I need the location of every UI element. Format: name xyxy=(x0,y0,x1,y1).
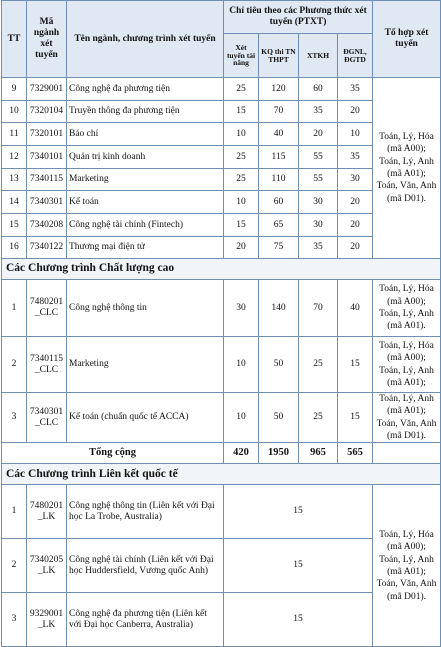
code-cell: 7340301 xyxy=(27,191,67,214)
table-row xyxy=(2,280,441,337)
exam-cell: 120 xyxy=(259,78,299,101)
header-talent: Xét tuyển tài năng xyxy=(224,34,259,78)
talent-cell: 15 xyxy=(224,214,259,237)
table-row xyxy=(2,485,441,539)
combo-line: Toán, Lý, Anh xyxy=(379,365,434,376)
section-row-clc xyxy=(2,259,441,280)
combo-line: Toán, Lý, Anh xyxy=(379,156,434,167)
name-cell: Thương mại điện tử xyxy=(67,237,224,259)
name-cell: Truyền thông đa phương tiện xyxy=(67,101,224,123)
combo-cell xyxy=(373,280,441,337)
code-cell: 7340208 xyxy=(27,214,67,237)
combo-line: Toán, Văn, Anh xyxy=(376,181,437,192)
tt-cell: 15 xyxy=(2,214,27,237)
code-cell: 7340115 xyxy=(27,169,67,191)
name-cell: Công nghệ đa phương tiện xyxy=(67,78,224,101)
tt-cell: 2 xyxy=(2,337,27,393)
dgnl-cell: 20 xyxy=(338,237,373,259)
code-line: _LK xyxy=(37,565,56,576)
tt-cell: 2 xyxy=(2,539,27,593)
talent-cell: 15 xyxy=(224,101,259,123)
tt-cell: 13 xyxy=(2,169,27,191)
dgnl-cell: 35 xyxy=(338,78,373,101)
combo-cell xyxy=(373,337,441,393)
dgnl-cell: 35 xyxy=(338,146,373,169)
exam-cell: 50 xyxy=(259,337,299,393)
code-line: 7340115 xyxy=(30,353,63,364)
code-line: 9329001 xyxy=(29,608,64,619)
code-line: _CLC xyxy=(34,364,59,375)
combo-line: (mã A00); xyxy=(387,144,426,155)
code-line: _CLC xyxy=(34,417,59,428)
dgnl-cell: 20 xyxy=(338,101,373,123)
talent-cell: 25 xyxy=(224,169,259,191)
combo-line: Toán, Lý, Hóa xyxy=(379,529,434,540)
total-talent: 420 xyxy=(224,443,259,464)
combo-line: Toán, Lý, Anh xyxy=(379,309,434,319)
table-row xyxy=(2,78,441,101)
combo-line: (mã A01); xyxy=(387,377,426,388)
name-cell: Marketing xyxy=(67,337,224,393)
code-cell: 7320101 xyxy=(27,123,67,146)
exam-cell: 110 xyxy=(259,169,299,191)
dgnl-cell: 20 xyxy=(338,191,373,214)
exam-cell: 65 xyxy=(259,214,299,237)
talent-cell: 20 xyxy=(224,237,259,259)
quota-cell: 15 xyxy=(224,593,373,647)
header-name: Tên ngành, chương trình xét tuyển xyxy=(67,1,224,78)
combo-line: (mã A00); xyxy=(387,353,426,364)
talent-cell: 25 xyxy=(224,78,259,101)
tt-cell: 3 xyxy=(2,393,27,443)
name-cell: Quản trị kinh doanh xyxy=(67,146,224,169)
xtkh-cell: 70 xyxy=(299,280,338,337)
code-line: 7480201 xyxy=(29,500,64,511)
combo-line: Toán, Lý, Anh xyxy=(379,554,434,565)
name-cell: Kế toán (chuẩn quốc tế ACCA) xyxy=(67,393,224,443)
quota-cell: 15 xyxy=(224,539,373,593)
code-cell xyxy=(27,280,67,337)
tt-cell: 14 xyxy=(2,191,27,214)
combo-line: (mã A01); xyxy=(387,169,426,179)
dgnl-cell: 10 xyxy=(338,123,373,146)
code-line: 7340301 xyxy=(29,406,64,417)
total-xtkh: 965 xyxy=(299,443,338,464)
xtkh-cell: 55 xyxy=(299,146,338,169)
combo-line: (mã D01). xyxy=(386,591,427,602)
exam-cell: 75 xyxy=(259,237,299,259)
header-quota: Chỉ tiêu theo các Phương thức xét tuyển (PTXT) xyxy=(224,1,373,34)
code-cell: 7340101 xyxy=(27,146,67,169)
combo-line: (mã A00); xyxy=(387,296,426,307)
tt-cell: 11 xyxy=(2,123,27,146)
combo-line: Toán, Lý, Hóa xyxy=(379,284,434,295)
xtkh-cell: 30 xyxy=(299,191,338,214)
tt-cell: 3 xyxy=(2,593,27,647)
code-cell xyxy=(27,485,67,539)
talent-cell: 10 xyxy=(224,337,259,393)
total-dgnl: 565 xyxy=(338,443,373,464)
header-combo: Tổ hợp xét tuyển xyxy=(373,1,441,78)
code-line: 7340205 xyxy=(29,554,64,565)
combo-line: Toán, Văn, Anh xyxy=(376,418,437,429)
tt-cell: 1 xyxy=(2,280,27,337)
exam-cell: 115 xyxy=(259,146,299,169)
dgnl-cell: 40 xyxy=(338,280,373,337)
exam-cell: 140 xyxy=(259,280,299,337)
combo-cell xyxy=(373,393,441,443)
section-title: Các Chương trình Chất lượng cao xyxy=(2,259,441,280)
total-exam: 1950 xyxy=(259,443,299,464)
total-empty xyxy=(373,443,441,464)
xtkh-cell: 55 xyxy=(299,169,338,191)
name-cell: Công nghệ tài chính (Fintech) xyxy=(67,214,224,237)
combo-line: Toán, Lý, Hóa xyxy=(379,131,434,142)
code-cell xyxy=(27,539,67,593)
dgnl-cell: 15 xyxy=(338,337,373,393)
admission-table xyxy=(1,0,441,647)
exam-cell: 60 xyxy=(259,191,299,214)
xtkh-cell: 30 xyxy=(299,214,338,237)
tt-cell: 9 xyxy=(2,78,27,101)
code-line: _CLC xyxy=(34,308,59,318)
talent-cell: 10 xyxy=(224,123,259,146)
quota-cell: 15 xyxy=(224,485,373,539)
code-line: 7480201 xyxy=(29,297,64,308)
code-cell xyxy=(27,593,67,647)
tt-cell: 12 xyxy=(2,146,27,169)
dgnl-cell: 15 xyxy=(338,393,373,443)
name-cell: Công nghệ thông tin (Liên kết với Đại học La Trobe, Australia) xyxy=(67,485,224,539)
combo-line: Toán, Lý, Anh xyxy=(379,394,434,404)
combo-line: (mã A01). xyxy=(387,321,426,332)
combo-line: (mã A01); xyxy=(387,406,426,417)
combo-line: Toán, Lý, Hóa xyxy=(379,340,434,351)
header-exam: KQ thi TN THPT xyxy=(259,34,299,78)
header-dgnl: ĐGNL, ĐGTD xyxy=(338,34,373,78)
code-cell: 7340122 xyxy=(27,237,67,259)
talent-cell: 10 xyxy=(224,393,259,443)
name-cell: Báo chí xyxy=(67,123,224,146)
combo-line: (mã A00); xyxy=(387,542,426,553)
total-label: Tổng cộng xyxy=(2,443,224,464)
xtkh-cell: 35 xyxy=(299,101,338,123)
name-cell: Công nghệ thông tin xyxy=(67,280,224,337)
xtkh-cell: 60 xyxy=(299,78,338,101)
code-cell xyxy=(27,393,67,443)
talent-cell: 10 xyxy=(224,191,259,214)
code-line: _LK xyxy=(37,619,56,630)
header-row xyxy=(2,1,441,34)
name-cell: Công nghệ tài chính (Liên kết với Đại học Huddersfield, Vương quốc Anh) xyxy=(67,539,224,593)
total-row xyxy=(2,443,441,464)
header-tt: TT xyxy=(2,1,27,78)
combo-cell xyxy=(373,78,441,259)
code-line: _LK xyxy=(37,511,56,522)
name-cell: Kế toán xyxy=(67,191,224,214)
xtkh-cell: 20 xyxy=(299,123,338,146)
name-cell: Công nghệ đa phương tiện (Liên kết với Đại học Canberra, Australia) xyxy=(67,593,224,647)
talent-cell: 25 xyxy=(224,146,259,169)
header-code: Mã ngành xét tuyển xyxy=(27,1,67,78)
dgnl-cell: 30 xyxy=(338,169,373,191)
combo-line: (mã D01). xyxy=(386,431,427,442)
section-row-lk xyxy=(2,464,441,485)
combo-cell xyxy=(373,485,441,647)
talent-cell: 30 xyxy=(224,280,259,337)
tt-cell: 16 xyxy=(2,237,27,259)
combo-line: (mã A01); xyxy=(387,566,426,577)
name-cell: Marketing xyxy=(67,169,224,191)
xtkh-cell: 35 xyxy=(299,237,338,259)
section-title: Các Chương trình Liên kết quốc tế xyxy=(2,464,441,485)
tt-cell: 1 xyxy=(2,485,27,539)
code-cell: 7320104 xyxy=(27,101,67,123)
exam-cell: 50 xyxy=(259,393,299,443)
dgnl-cell: 20 xyxy=(338,214,373,237)
xtkh-cell: 25 xyxy=(299,393,338,443)
combo-line: Toán, Văn, Anh xyxy=(376,579,437,590)
exam-cell: 40 xyxy=(259,123,299,146)
header-xtkh: XTKH xyxy=(299,34,338,78)
code-cell xyxy=(27,337,67,393)
combo-line: (mã D01). xyxy=(386,193,427,204)
table-row xyxy=(2,337,441,393)
tt-cell: 10 xyxy=(2,101,27,123)
table-row xyxy=(2,393,441,443)
exam-cell: 70 xyxy=(259,101,299,123)
code-cell: 7329001 xyxy=(27,78,67,101)
xtkh-cell: 25 xyxy=(299,337,338,393)
